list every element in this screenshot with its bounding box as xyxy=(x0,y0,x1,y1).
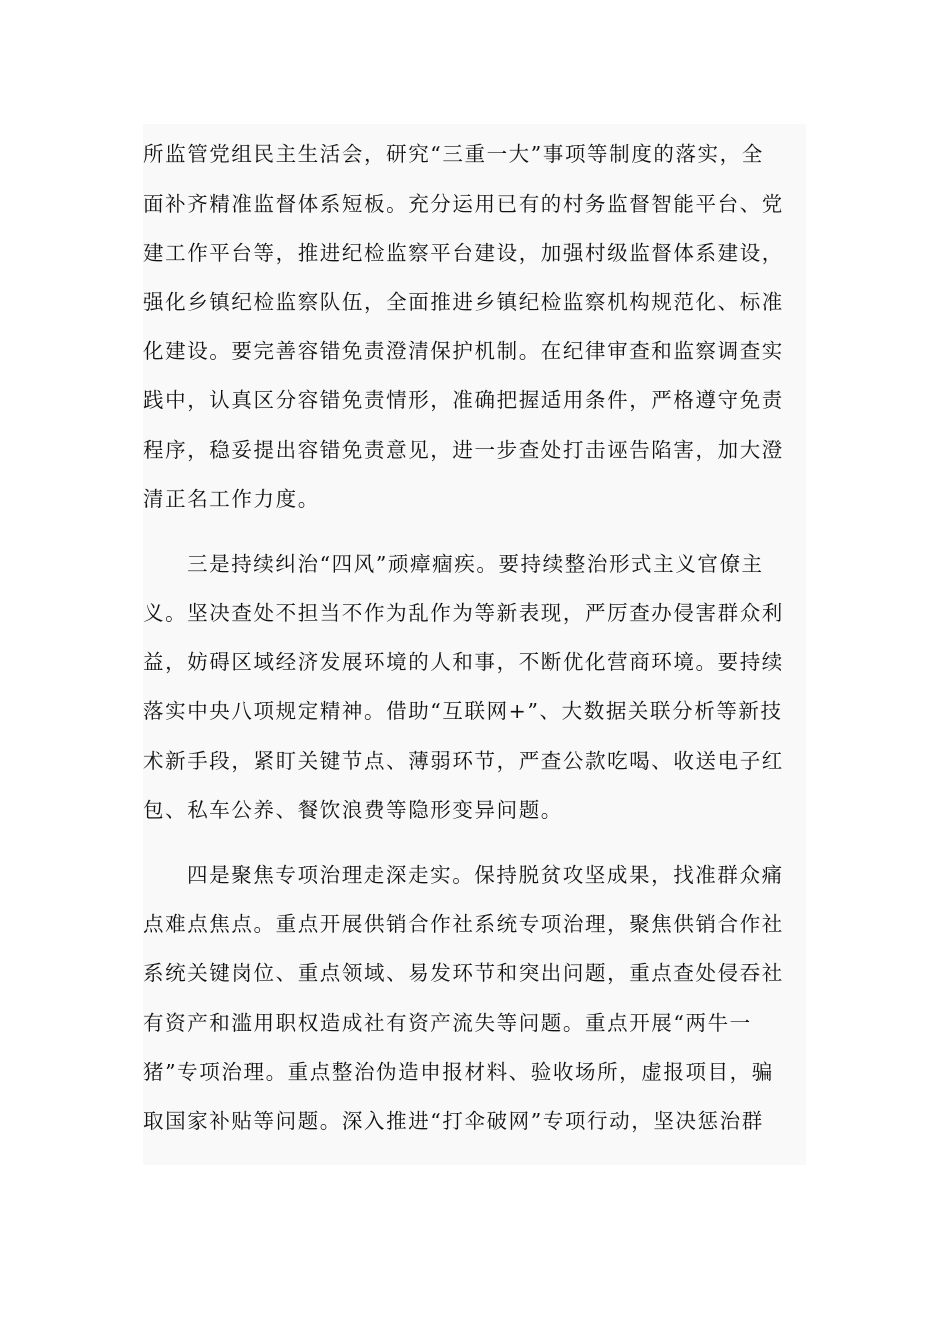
paragraph-1-line-8: 清正名工作力度。 xyxy=(143,487,320,511)
paragraph-2-line-6: 包、私车公养、餐饮浪费等隐形变异问题。 xyxy=(143,798,563,822)
paragraph-2-line-5: 术新手段，紧盯关键节点、薄弱环节，严查公款吃喝、收送电子红 xyxy=(143,749,784,773)
paragraph-2-line-2: 义。坚决查处不担当不作为乱作为等新表现，严厉查办侵害群众利 xyxy=(143,601,784,625)
paragraph-2-line-4: 落实中央八项规定精神。借助“互联网+”、大数据关联分析等新技 xyxy=(143,699,783,723)
paragraph-1-line-1: 所监管党组民主生活会，研究“三重一大”事项等制度的落实，全 xyxy=(143,142,764,166)
paragraph-1-line-6: 践中，认真区分容错免责情形，准确把握适用条件，严格遵守免责 xyxy=(143,388,784,412)
paragraph-2-line-3: 益，妨碍区域经济发展环境的人和事，不断优化营商环境。要持续 xyxy=(143,650,784,674)
paragraph-3-line-6: 取国家补贴等问题。深入推进“打伞破网”专项行动，坚决惩治群 xyxy=(143,1109,764,1133)
paragraph-3-line-1: 四是聚焦专项治理走深走实。保持脱贫攻坚成果，找准群众痛 xyxy=(187,863,784,887)
paragraph-3-line-2: 点难点焦点。重点开展供销合作社系统专项治理，聚焦供销合作社 xyxy=(143,912,784,936)
paragraph-1-line-4: 强化乡镇纪检监察队伍，全面推进乡镇纪检监察机构规范化、标准 xyxy=(143,290,784,314)
document-text-block xyxy=(143,124,806,1165)
paragraph-1-line-5: 化建设。要完善容错免责澄清保护机制。在纪律审查和监察调查实 xyxy=(143,339,784,363)
paragraph-1-line-7: 程序，稳妥提出容错免责意见，进一步查处打击诬告陷害，加大澄 xyxy=(143,438,784,462)
paragraph-1-line-2: 面补齐精准监督体系短板。充分运用已有的村务监督智能平台、党 xyxy=(143,192,784,216)
paragraph-3-line-3: 系统关键岗位、重点领域、易发环节和突出问题，重点查处侵吞社 xyxy=(143,961,784,985)
paragraph-3-line-4: 有资产和滥用职权造成社有资产流失等问题。重点开展“两牛一 xyxy=(143,1011,752,1035)
paragraph-1-line-3: 建工作平台等，推进纪检监察平台建设，加强村级监督体系建设， xyxy=(143,241,784,265)
paragraph-2-line-1: 三是持续纠治“四风”顽瘴痼疾。要持续整治形式主义官僚主 xyxy=(187,552,764,576)
paragraph-3-line-5: 猪”专项治理。重点整治伪造申报材料、验收场所，虚报项目，骗 xyxy=(143,1060,774,1084)
